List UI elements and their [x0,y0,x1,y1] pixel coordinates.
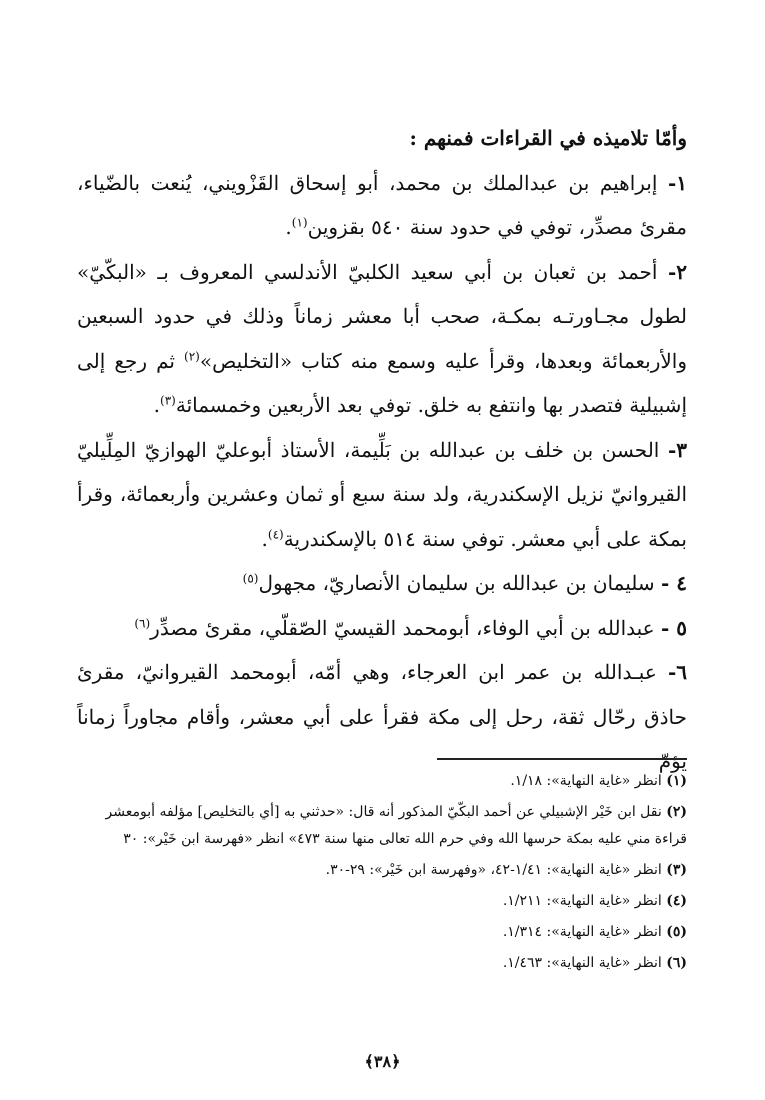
entry-tail: . [285,215,292,239]
footnote-number: (٦) [666,955,687,971]
footnote-3 [77,857,687,884]
main-text [77,116,687,784]
entry-tail: . [153,393,161,417]
footnote-number: (١) [666,773,687,789]
entry-number: ٥ - [660,615,687,640]
section-heading: وأمّا تلاميذه في القراءات فمنهم : [409,126,687,150]
entry-tail: . [261,526,268,551]
student-entry-5 [77,606,687,651]
footnote-reference[interactable]: (٤) [267,526,284,541]
footnote-text: نقل ابن خَيْر الإشبيلي عن أحمد البكّيّ المذكور أنه قال: «حدثني به [أي بالتخليص] مؤلفه أبومعشر قراءة مني عليه بمكة حرسها الله وفي حرم الله تعالى منها سنة ٤٧٣» انظر «فهرسة ابن خَيْر»: ٣٠ [105,804,687,847]
footnote-6 [77,950,687,977]
footnote-number: (٤) [666,893,687,909]
entry-text: عبدالله بن أبي الوفاء، أبومحمد القيسيّ الصّقلّي، مقرئ مصدِّر [150,615,661,640]
entry-text: سليمان بن عبدالله بن سليمان الأنصاريّ، مجهول [258,571,661,595]
footnote-number: (٢) [666,804,687,820]
footnote-number: (٣) [666,862,687,878]
footnotes [77,768,687,981]
entry-number: ٢- [667,259,687,284]
page-number: ﴿٣٨﴾ [364,1052,401,1071]
entry-text: أحمد بن ثعبان بن أبي سعيد الكلبيّ الأندلسي المعروف بـ «البكّيّ» لطول مجـاورتـه بمكـة، صحب أبا معشر زماناً وذلك في حدود السبعين والأربعمائة وبعدها، وقرأ عليه وسمع منه كتاب «التخليص» [77,259,687,373]
entry-tail: ثم رجع إلى إشبيلية فتصدر بها وانتفع به خلق. توفي بعد الأربعين وخمسمائة [77,348,687,417]
entry-text: عبـدالله بن عمر ابن العرجاء، وهي أمّه، أبومحمد القيروانيّ، مقرئ حاذق رحّال ثقة، رحل إلى مكة فقرأ على أبي معشر، وأقام مجاوراً زماناً يؤمّ [77,660,687,773]
footnote-5 [77,919,687,946]
footnote-4 [77,888,687,915]
footnote-reference[interactable]: (٢) [184,348,200,363]
student-entry-6 [77,650,687,784]
footnote-1 [77,768,687,795]
footnote-text: انظر «غاية النهاية»: ١/٣١٤. [502,924,667,940]
entry-number: ١- [667,170,687,195]
entry-text: إبراهيم بن عبدالملك بن محمد، أبو إسحاق القَزْويني، يُنعت بالضّياء، مقرئ مصدِّر، توفي في حدود سنة ٥٤٠ بقزوين [77,170,687,239]
entry-number: ٦- [667,660,687,684]
student-entry-1 [77,161,687,250]
footnote-reference[interactable]: (٥) [242,571,259,586]
footnote-number: (٥) [666,924,687,940]
student-entry-2 [77,250,687,428]
footnote-reference[interactable]: (١) [291,215,308,230]
footnote-text: انظر «غاية النهاية»: ١/١٨. [510,773,667,789]
student-entry-4 [77,561,687,606]
footnote-text: انظر «غاية النهاية»: ١/٢١١. [502,893,667,909]
footnote-reference[interactable]: (٣) [160,393,176,408]
footnote-separator [437,758,687,760]
entry-number: ٤ - [660,571,687,595]
student-entry-3 [77,428,687,562]
footnote-reference[interactable]: (٦) [134,615,151,630]
entry-number: ٣- [667,437,687,462]
footnote-2 [77,799,687,853]
footnote-text: انظر «غاية النهاية»: ١/٤٦٣. [502,955,667,971]
footnote-text: انظر «غاية النهاية»: ١/٤١-٤٢، «وفهرسة ابن خَيْر»: ٢٩-٣٠. [325,862,667,878]
entry-text: الحسن بن خلف بن عبدالله بن بَلِّيمة، الأستاذ أبوعليّ الهوازيّ المِلِّيليّ القيروانيّ نزيل الإسكندرية، ولد سنة سبع أو ثمان وعشرين وأربعمائة، وقرأ بمكة على أبي معشر. توفي سنة ٥١٤ بالإسكندرية [77,437,687,551]
